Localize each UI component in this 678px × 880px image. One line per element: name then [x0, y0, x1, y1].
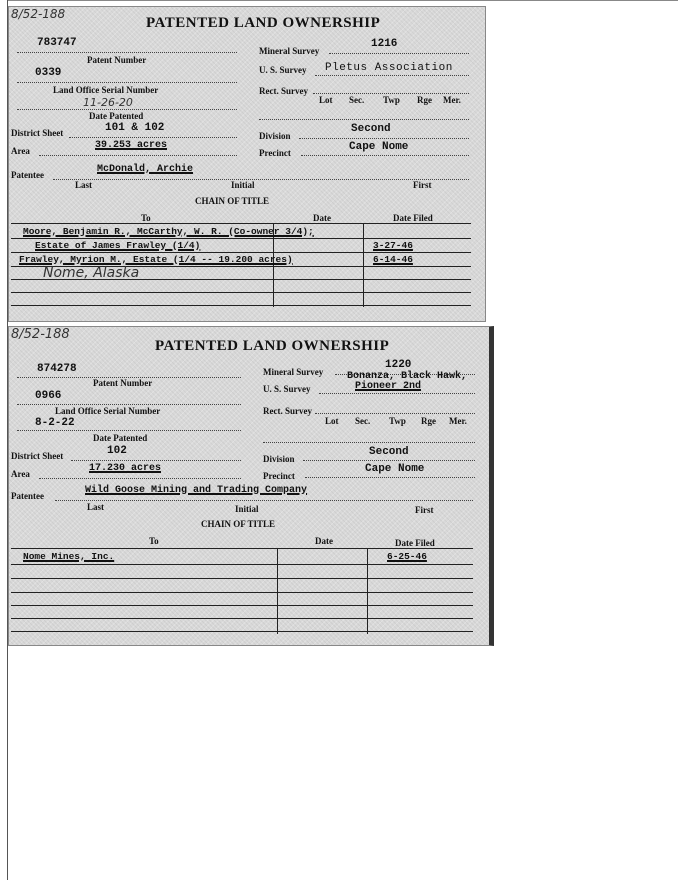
patentee-value: McDonald, Archie: [97, 164, 194, 175]
last-label: Last: [75, 180, 93, 190]
area-value: 17.230 acres: [89, 463, 162, 474]
division-value: Second: [351, 123, 391, 135]
table-rule: [11, 548, 473, 549]
rule: [69, 137, 237, 138]
rect-col-twp: Twp: [383, 95, 400, 105]
rule: [53, 179, 469, 180]
rule: [301, 155, 469, 156]
date-patented-label: Date Patented: [93, 433, 148, 443]
rule: [259, 119, 469, 120]
area-label: Area: [11, 469, 30, 479]
table-rule: [11, 605, 473, 606]
col-date-filed-header: Date Filed: [395, 538, 435, 548]
us-survey-value-line2: Pioneer 2nd: [355, 381, 422, 392]
rule: [39, 478, 241, 479]
chain-row-3-date-filed: 6-14-46: [373, 254, 413, 265]
col-date-filed-header: Date Filed: [393, 213, 433, 223]
first-label: First: [415, 505, 434, 515]
rule: [315, 413, 475, 414]
division-value: Second: [369, 446, 409, 458]
district-sheet-value: 101 & 102: [105, 122, 165, 134]
serial-number-label: Land Office Serial Number: [55, 406, 161, 416]
rect-col-rge: Rge: [417, 95, 432, 105]
chain-row-2-to: Estate of James Frawley (1/4): [35, 240, 201, 251]
us-survey-value: Pletus Association: [325, 62, 453, 74]
rule: [17, 52, 237, 53]
patentee-label: Patentee: [11, 491, 44, 501]
rect-col-rge: Rge: [421, 416, 436, 426]
corner-note: 8/52-188: [11, 7, 66, 21]
patentee-value: Wild Goose Mining and Trading Company: [85, 485, 308, 496]
rule: [299, 138, 469, 139]
date-patented-label: Date Patented: [89, 111, 144, 121]
col-date-header: Date: [313, 213, 331, 223]
serial-number-value: 0339: [35, 67, 62, 79]
rule: [55, 500, 473, 501]
ownership-card-2: [8, 326, 494, 646]
chain-row-1-to: Moore, Benjamin R., McCarthy, W. R. (Co-owner 3/4);: [23, 226, 314, 237]
precinct-value: Cape Nome: [365, 463, 425, 475]
patent-number-label: Patent Number: [87, 55, 147, 65]
rule: [313, 93, 469, 94]
mineral-survey-label: Mineral Survey: [259, 46, 320, 56]
rect-col-sec: Sec.: [349, 95, 365, 105]
patent-number-label: Patent Number: [93, 378, 153, 388]
mineral-survey-label: Mineral Survey: [263, 367, 324, 377]
table-rule: [11, 564, 473, 565]
rule: [329, 53, 469, 54]
division-label: Division: [259, 131, 291, 141]
table-column-divider: [367, 548, 368, 634]
table-column-divider: [277, 548, 278, 634]
table-rule: [11, 292, 471, 293]
rect-col-lot: Lot: [319, 95, 333, 105]
chain-of-title-heading: CHAIN OF TITLE: [201, 519, 276, 529]
district-sheet-label: District Sheet: [11, 451, 64, 461]
patentee-label: Patentee: [11, 170, 44, 180]
precinct-label: Precinct: [263, 471, 295, 481]
division-label: Division: [263, 454, 295, 464]
us-survey-value-line1: Bonanza, Black Hawk,: [347, 371, 468, 382]
rule: [39, 155, 237, 156]
us-survey-label: U. S. Survey: [259, 65, 307, 75]
table-rule: [11, 252, 471, 253]
first-label: First: [413, 180, 432, 190]
rule: [263, 442, 475, 443]
rule: [303, 460, 475, 461]
mineral-survey-value: 1216: [371, 38, 398, 50]
district-sheet-value: 102: [107, 445, 127, 457]
rule: [315, 75, 469, 76]
rule: [305, 477, 475, 478]
chain-row-2-date-filed: 3-27-46: [373, 240, 413, 251]
precinct-value: Cape Nome: [349, 141, 409, 153]
us-survey-label: U. S. Survey: [263, 384, 311, 394]
rect-col-sec: Sec.: [355, 416, 371, 426]
patent-number-value: 874278: [37, 363, 77, 375]
rule: [17, 430, 241, 431]
initial-label: Initial: [231, 180, 255, 190]
col-date-header: Date: [315, 536, 333, 546]
serial-number-value: 0966: [35, 390, 62, 402]
rect-col-lot: Lot: [325, 416, 339, 426]
card-title: PATENTED LAND OWNERSHIP: [146, 15, 381, 31]
rule: [319, 393, 475, 394]
last-label: Last: [87, 502, 105, 512]
precinct-label: Precinct: [259, 148, 291, 158]
chain-row-1-to: Nome Mines, Inc.: [23, 551, 115, 562]
table-column-divider: [363, 223, 364, 307]
area-value: 39.253 acres: [95, 140, 168, 151]
date-patented-value: 8-2-22: [35, 417, 75, 429]
card-title: PATENTED LAND OWNERSHIP: [155, 338, 390, 354]
rule: [17, 82, 237, 83]
table-rule: [11, 578, 473, 579]
ownership-card-1: [8, 6, 486, 322]
mineral-survey-value: 1220: [385, 359, 412, 371]
page-top-border: [7, 0, 678, 1]
rule: [17, 404, 241, 405]
chain-row-1-date-filed: 6-25-46: [387, 551, 427, 562]
col-to-header: To: [149, 536, 159, 546]
corner-note: 8/52-188: [11, 327, 70, 342]
serial-number-label: Land Office Serial Number: [53, 85, 159, 95]
table-rule: [11, 592, 473, 593]
initial-label: Initial: [235, 504, 259, 514]
chain-of-title-heading: CHAIN OF TITLE: [195, 196, 270, 206]
rect-col-twp: Twp: [389, 416, 406, 426]
table-rule: [11, 631, 473, 632]
area-label: Area: [11, 146, 30, 156]
chain-row-4-to: Nome, Alaska: [43, 265, 140, 281]
rect-col-mer: Mer.: [449, 416, 467, 426]
rect-survey-label: Rect. Survey: [259, 86, 308, 96]
rect-col-mer: Mer.: [443, 95, 461, 105]
rule: [17, 109, 237, 110]
chain-row-3-to: Frawley, Myrion M., Estate (1/4 -- 19.200 acres): [19, 254, 293, 265]
rule: [71, 460, 241, 461]
table-rule: [11, 238, 471, 239]
district-sheet-label: District Sheet: [11, 128, 64, 138]
date-patented-value: 11-26-20: [83, 96, 133, 109]
col-to-header: To: [141, 213, 151, 223]
table-rule: [11, 305, 471, 306]
rect-survey-label: Rect. Survey: [263, 406, 312, 416]
table-rule: [11, 223, 471, 224]
patent-number-value: 783747: [37, 37, 77, 49]
table-rule: [11, 618, 473, 619]
